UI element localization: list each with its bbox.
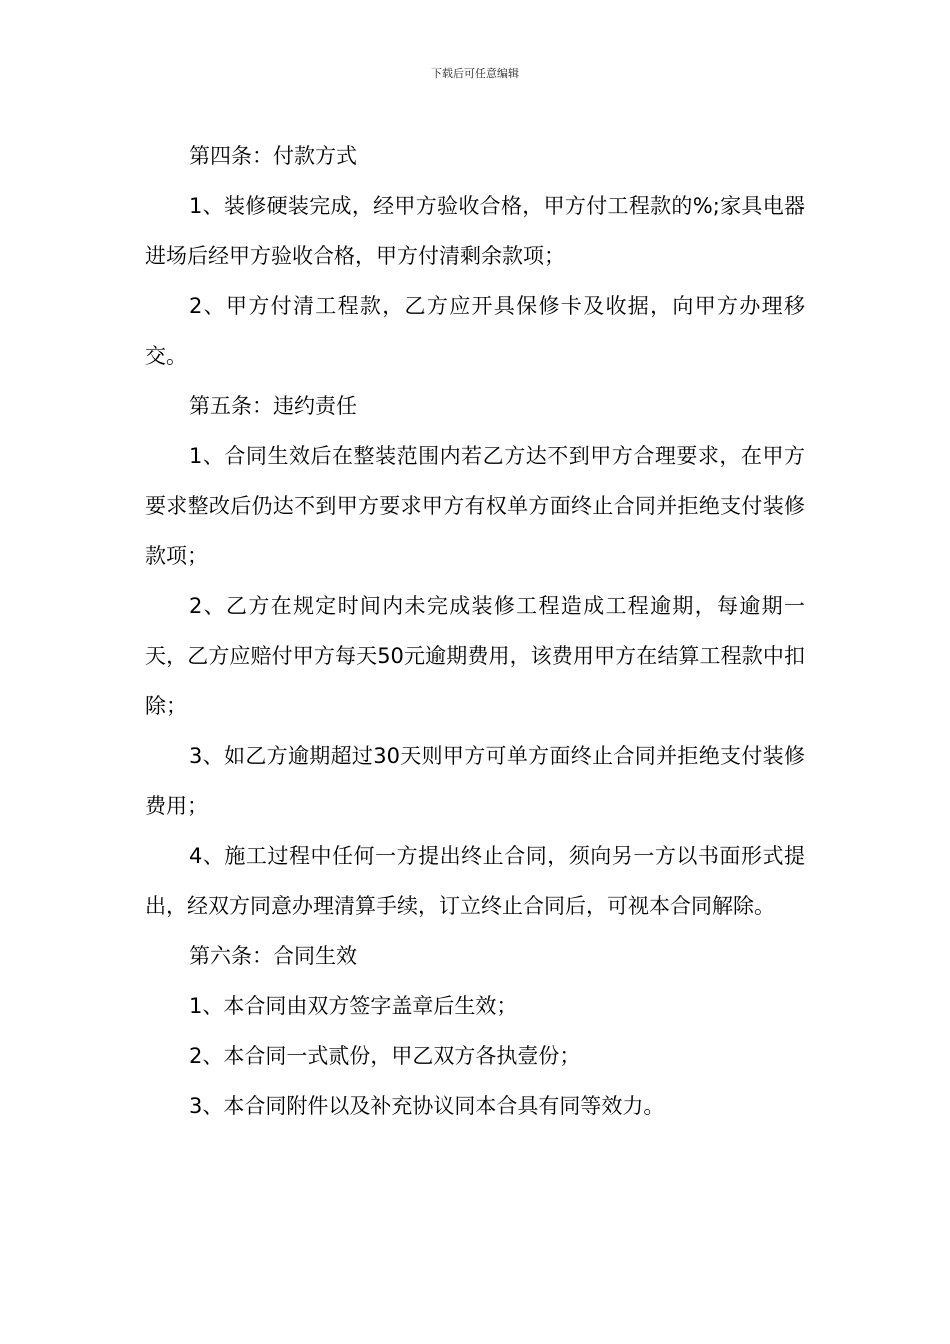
- section-heading-liability: 第五条：违约责任: [189, 394, 357, 418]
- clause-paragraph: 3、本合同附件以及补充协议同本合具有同等效力。: [189, 1094, 665, 1118]
- clause-paragraph: 2、甲方付清工程款，乙方应开具保修卡及收据，向甲方办理移交。: [145, 294, 805, 368]
- section-heading-effect: 第六条：合同生效: [189, 944, 357, 968]
- clause-paragraph: 1、本合同由双方签字盖章后生效；: [189, 994, 518, 1018]
- clause-paragraph: 4、施工过程中任何一方提出终止合同，须向另一方以书面形式提出，经双方同意办理清算手续，订立终止合同后，可视本合同解除。: [145, 844, 805, 918]
- clause-paragraph: 1、装修硬装完成，经甲方验收合格，甲方付工程款的%;家具电器进场后经甲方验收合格，甲方付清剩余款项；: [145, 194, 805, 268]
- clause-paragraph: 2、本合同一式贰份，甲乙双方各执壹份；: [189, 1044, 581, 1068]
- document-body: [145, 131, 805, 1131]
- section-heading-payment: 第四条：付款方式: [189, 144, 357, 168]
- clause-paragraph: 1、合同生效后在整装范围内若乙方达不到甲方合理要求，在甲方要求整改后仍达不到甲方要求甲方有权单方面终止合同并拒绝支付装修款项；: [145, 444, 805, 568]
- clause-paragraph: 3、如乙方逾期超过30天则甲方可单方面终止合同并拒绝支付装修费用；: [145, 744, 805, 818]
- page-header: 下载后可任意编辑: [431, 67, 519, 80]
- clause-paragraph: 2、乙方在规定时间内未完成装修工程造成工程逾期，每逾期一天，乙方应赔付甲方每天50元逾期费用，该费用甲方在结算工程款中扣除；: [145, 594, 805, 718]
